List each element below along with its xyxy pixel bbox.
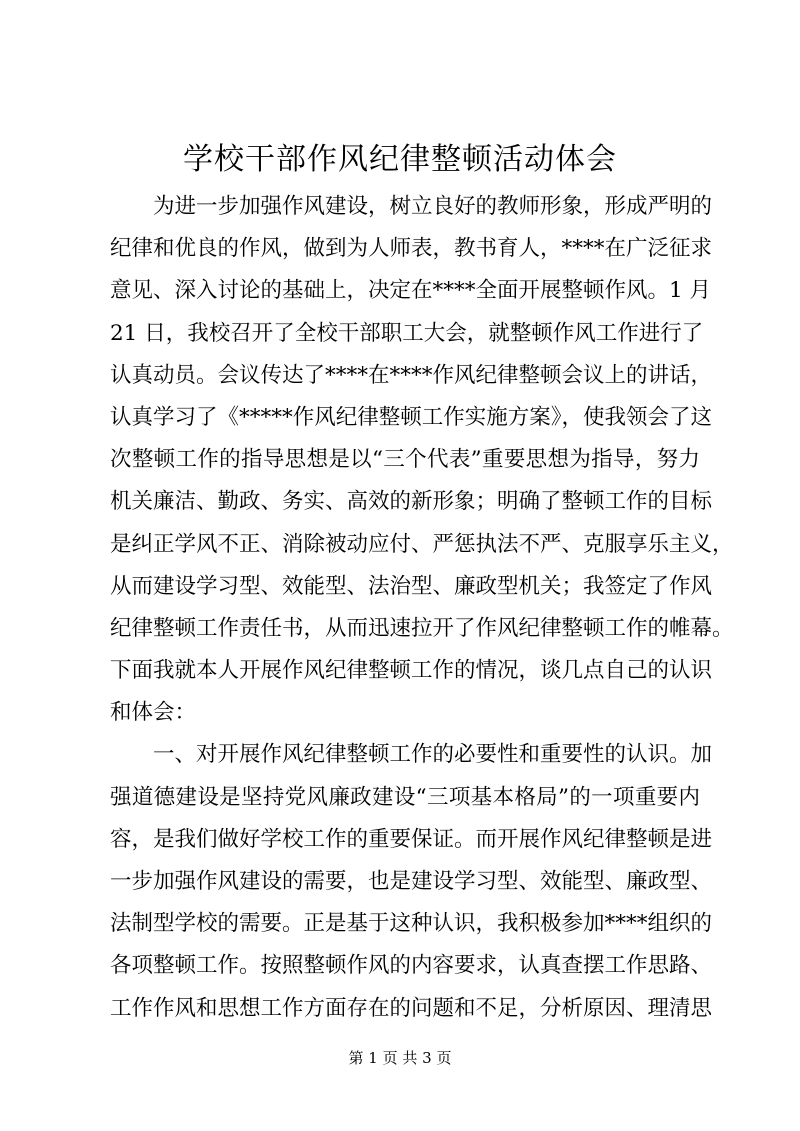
paragraph-line: 为进一步加强作风建设，树立良好的教师形象，形成严明的: [153, 194, 713, 219]
page-number-footer: 第 1 页 共 3 页: [348, 1049, 452, 1067]
document-title: 学校干部作风纪律整顿活动体会: [183, 142, 617, 177]
paragraph-line: 次整顿工作的指导思想是以“三个代表”重要思想为指导，努力: [110, 447, 700, 473]
paragraph-line: 机关廉洁、勤政、务实、高效的新形象；明确了整顿工作的目标: [110, 489, 713, 515]
paragraph-line: 强道德建设是坚持党风廉政建设“三项基本格局”的一项重要内: [110, 784, 700, 810]
paragraph-line: 工作作风和思想工作方面存在的问题和不足，分析原因、理清思: [110, 995, 713, 1021]
paragraph-line: 各项整顿工作。按照整顿作风的内容要求，认真查摆工作思路、: [110, 953, 713, 979]
paragraph-line: 从而建设学习型、效能型、法治型、廉政型机关；我签定了作风: [110, 573, 713, 599]
paragraph-line: 认真学习了《*****作风纪律整顿工作实施方案》，使我领会了这: [110, 404, 713, 430]
paragraph-line: 纪律整顿工作责任书，从而迅速拉开了作风纪律整顿工作的帷幕。: [110, 615, 734, 641]
paragraph-line: 21 日，我校召开了全校干部职工大会，就整顿作风工作进行了: [110, 320, 704, 346]
paragraph-line: 是纠正学风不正、消除被动应付、严惩执法不严、克服享乐主义，: [110, 531, 734, 557]
paragraph-line: 法制型学校的需要。正是基于这种认识，我积极参加****组织的: [110, 911, 713, 937]
paragraph-line: 纪律和优良的作风，做到为人师表，教书育人，****在广泛征求: [110, 236, 713, 262]
paragraph-line: 容，是我们做好学校工作的重要保证。而开展作风纪律整顿是进: [110, 826, 713, 852]
paragraph-line: 认真动员。会议传达了****在****作风纪律整顿会议上的讲话，: [110, 362, 713, 388]
paragraph-line: 一步加强作风建设的需要，也是建设学习型、效能型、廉政型、: [110, 869, 713, 894]
paragraph-line: 下面我就本人开展作风纪律整顿工作的情况，谈几点自己的认识: [110, 658, 713, 684]
paragraph-line: 一、对开展作风纪律整顿工作的必要性和重要性的认识。加: [153, 742, 713, 768]
document-body: [110, 186, 734, 1030]
paragraph-line: 意见、深入讨论的基础上，决定在****全面开展整顿作风。1 月: [110, 278, 712, 304]
paragraph-line: 和体会：: [110, 700, 197, 726]
